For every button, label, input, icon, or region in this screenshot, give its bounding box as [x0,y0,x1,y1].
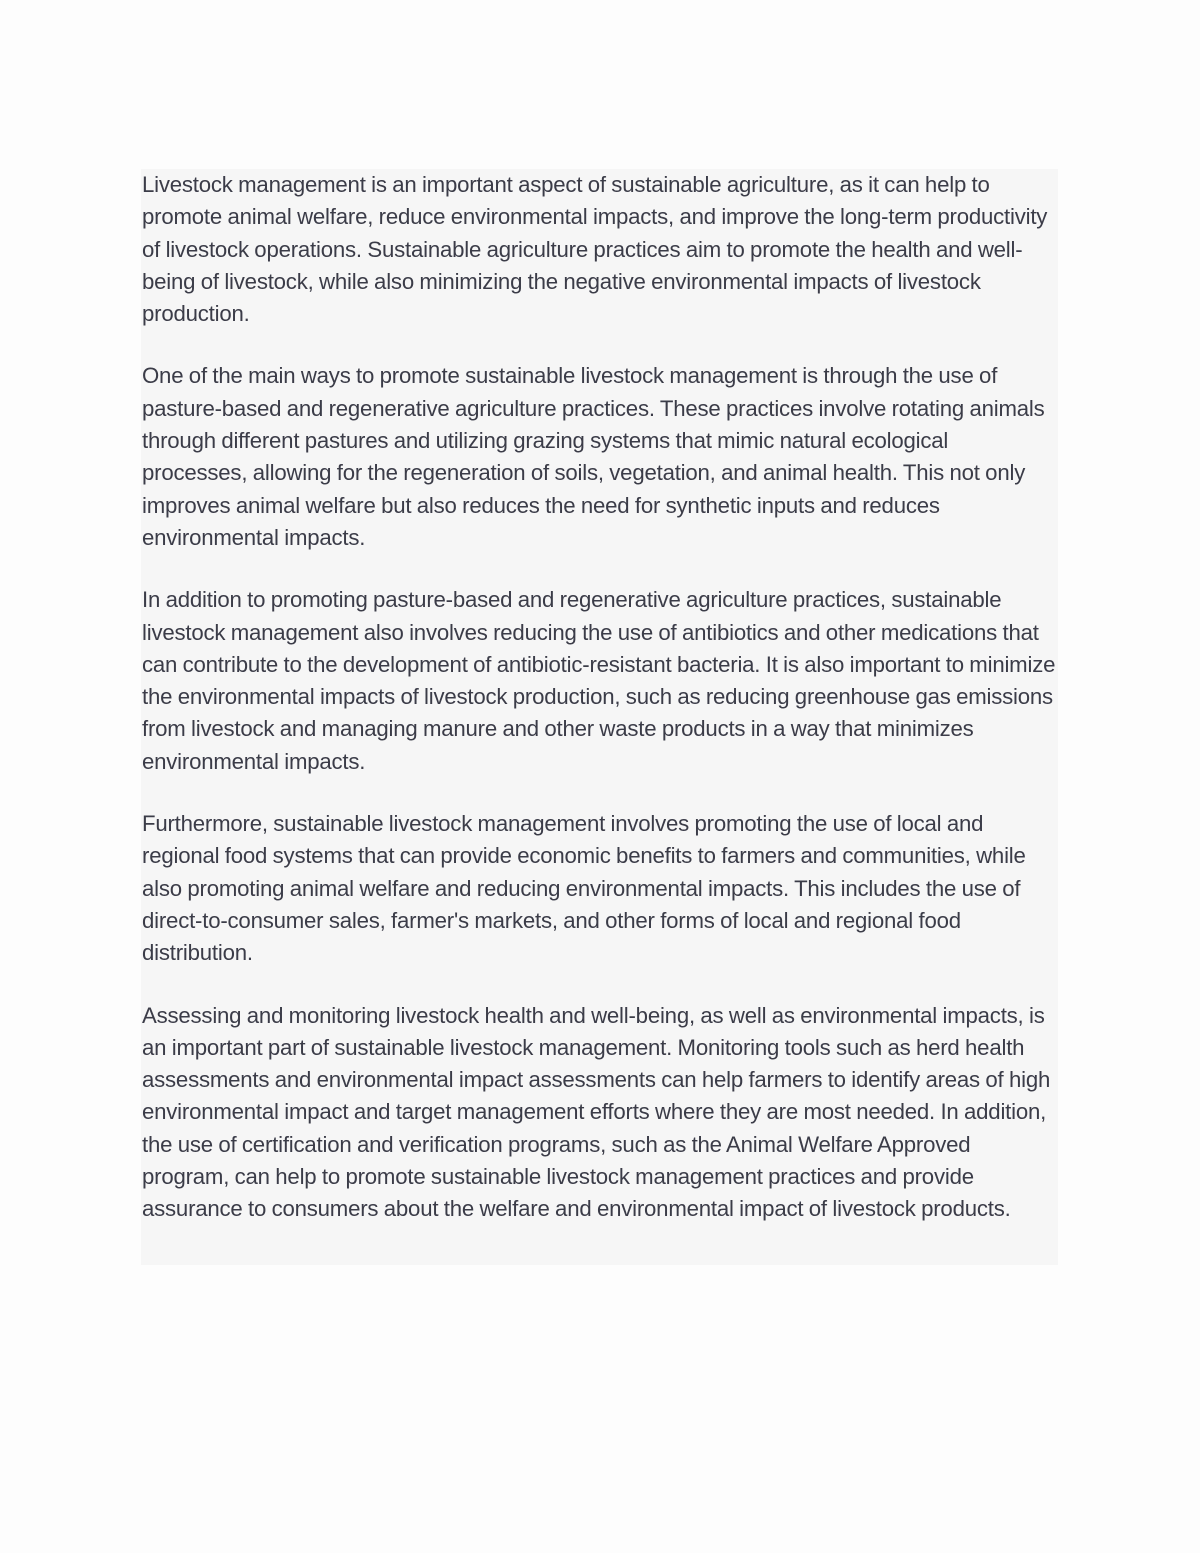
paragraph-1: Livestock management is an important aspect of sustainable agriculture, as it can help to promote animal welfare, reduce environmental impacts, and improve the long-term productivity of livestock operations. Sustainable agriculture practices aim to promote the health and well-being of livestock, while also minimizing the negative environmental impacts of livestock production. [142,172,1048,327]
text-block [141,169,1058,1265]
paragraph-3: In addition to promoting pasture-based and regenerative agriculture practices, sustainable livestock management also involves reducing the use of antibiotics and other medications that can contribute to the development of antibiotic-resistant bacteria. It is also important to minimize the environmental impacts of livestock production, such as reducing greenhouse gas emissions from livestock and managing manure and other waste products in a way that minimizes environmental impacts. [142,587,1056,774]
paragraph-2: One of the main ways to promote sustainable livestock management is through the use of pasture-based and regenerative agriculture practices. These practices involve rotating animals through different pastures and utilizing grazing systems that mimic natural ecological processes, allowing for the regeneration of soils, vegetation, and animal health. This not only improves animal welfare but also reduces the need for synthetic inputs and reduces environmental impacts. [142,363,1045,550]
paragraph-4: Furthermore, sustainable livestock management involves promoting the use of local and regional food systems that can provide economic benefits to farmers and communities, while also promoting animal welfare and reducing environmental impacts. This includes the use of direct-to-consumer sales, farmer's markets, and other forms of local and regional food distribution. [142,811,1026,966]
paragraph-5: Assessing and monitoring livestock health and well-being, as well as environmental impacts, is an important part of sustainable livestock management. Monitoring tools such as herd health assessments and environmental impact assessments can help farmers to identify areas of high environmental impact and target management efforts where they are most needed. In addition, the use of certification and verification programs, such as the Animal Welfare Approved program, can help to promote sustainable livestock management practices and provide assurance to consumers about the welfare and environmental impact of livestock products. [142,1002,1051,1222]
